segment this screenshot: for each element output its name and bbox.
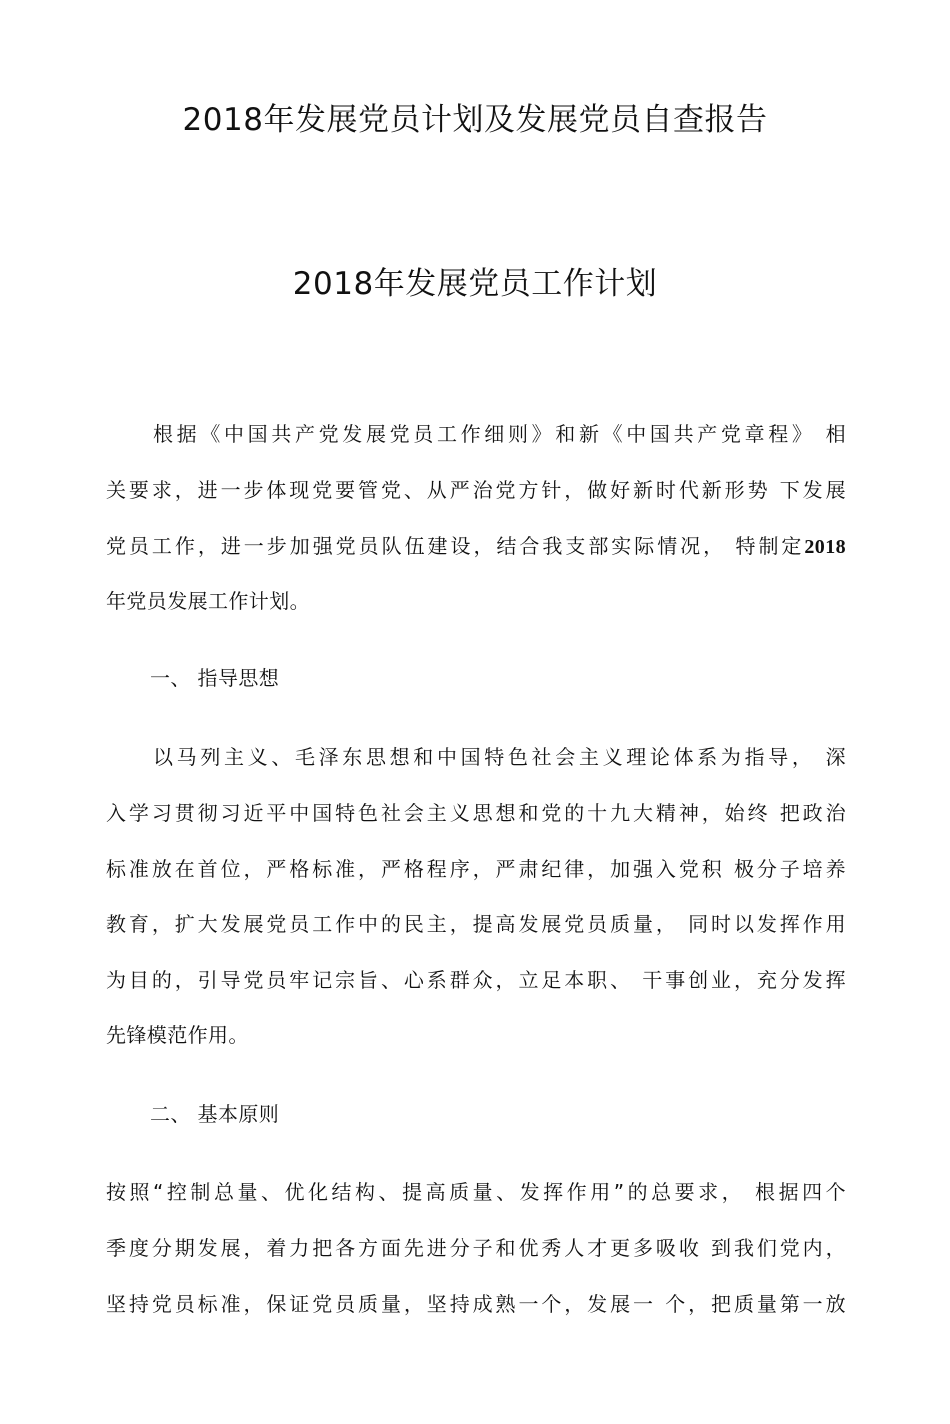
intro-line: 关要求，进一步体现党要管党、从严治党方针，做好新时代新形势 下发展 bbox=[106, 478, 846, 502]
section-heading-guiding-ideology: 一、 指导思想 bbox=[150, 666, 280, 690]
section2-line: 季度分期发展，着力把各方面先进分子和优秀人才更多吸收 到我们党内， bbox=[106, 1236, 846, 1260]
section1-line: 以马列主义、毛泽东思想和中国特色社会主义理论体系为指导， 深 bbox=[153, 745, 846, 769]
section1-line: 标准放在首位，严格标准，严格程序，严肃纪律，加强入党积 极分子培养 bbox=[106, 857, 846, 881]
section1-line: 教育，扩大发展党员工作中的民主，提高发展党员质量， 同时以发挥作用 bbox=[106, 912, 846, 936]
intro-line-text: 党员工作，进一步加强党员队伍建设，结合我支部实际情况， 特制定 bbox=[106, 534, 805, 558]
section2-line: 按照“控制总量、优化结构、提高质量、发挥作用”的总要求， 根据四个 bbox=[106, 1180, 846, 1204]
document-title: 2018年发展党员计划及发展党员自查报告 bbox=[182, 102, 768, 138]
section1-line: 为目的，引导党员牢记宗旨、心系群众，立足本职、 干事创业，充分发挥 bbox=[106, 968, 846, 992]
intro-line bbox=[106, 532, 846, 561]
intro-year: 2018 bbox=[804, 536, 846, 558]
section-heading-basic-principles: 二、 基本原则 bbox=[150, 1102, 280, 1126]
intro-line: 年党员发展工作计划。 bbox=[106, 589, 310, 613]
section1-line: 先锋模范作用。 bbox=[106, 1023, 249, 1047]
section1-line: 入学习贯彻习近平中国特色社会主义思想和党的十九大精神，始终 把政治 bbox=[106, 801, 846, 825]
intro-line: 根据《中国共产党发展党员工作细则》和新《中国共产党章程》 相 bbox=[153, 422, 846, 446]
plan-title: 2018年发展党员工作计划 bbox=[292, 266, 658, 302]
section2-line: 坚持党员标准，保证党员质量，坚持成熟一个，发展一 个，把质量第一放 bbox=[106, 1292, 846, 1316]
